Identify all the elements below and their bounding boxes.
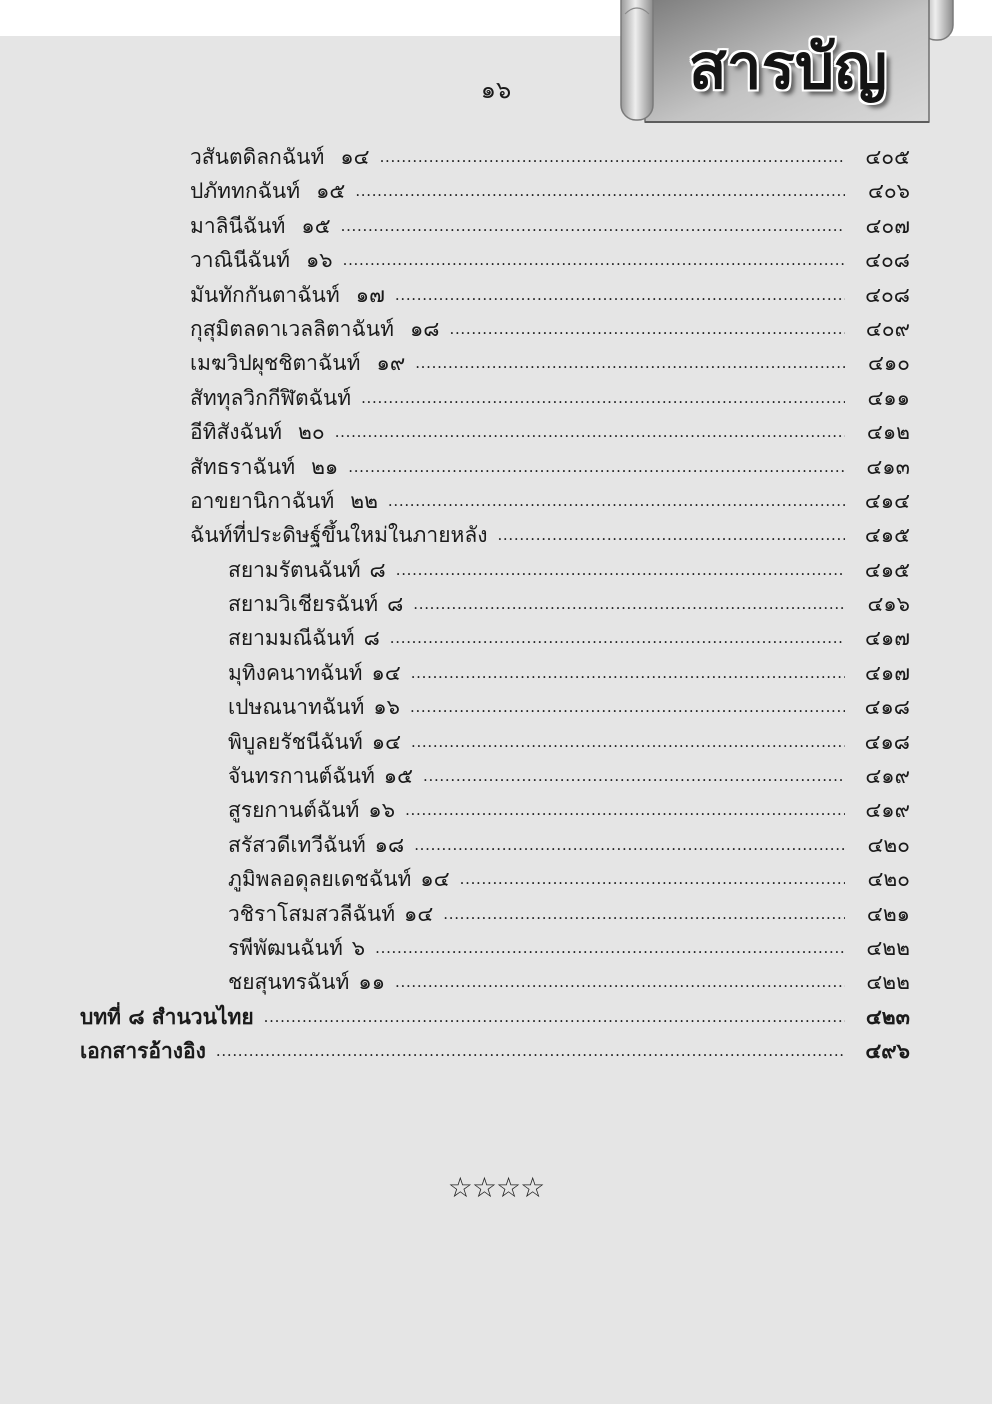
- entry-title: สูรยกานต์ฉันท์: [228, 798, 360, 823]
- entry-title: เอกสารอ้างอิง: [80, 1038, 206, 1064]
- toc-subentry: [0, 656, 992, 690]
- entry-title: วชิราโสมสวลีฉันท์: [228, 901, 396, 926]
- dot-leader: [380, 140, 845, 174]
- entry-page-number: ๔๑๕: [864, 523, 910, 548]
- toc-entry: [0, 381, 992, 415]
- entry-page-number: ๔๒๒: [866, 970, 910, 995]
- dot-leader: [341, 209, 845, 243]
- dot-leader: [395, 278, 845, 312]
- entry-title: ภูมิพลอดุลยเดชฉันท์: [228, 867, 412, 892]
- entry-title: สยามวิเชียรฉันท์: [228, 592, 379, 617]
- toc-chapter-entry: [0, 1034, 992, 1068]
- entry-title: สัททุลวิกกีฬิตฉันท์: [190, 385, 352, 410]
- entry-title: มุทิงคนาทฉันท์: [228, 660, 363, 685]
- entry-page-number: ๔๐๙: [865, 316, 910, 341]
- page-title: สารบัญ: [688, 30, 888, 103]
- entry-syllable-count: ๑๕: [301, 213, 331, 238]
- toc-entry: [0, 312, 992, 346]
- table-of-contents: [0, 140, 992, 1069]
- entry-syllable-count: ๑๑: [358, 970, 386, 995]
- entry-page-number: ๔๐๘: [865, 248, 910, 273]
- entry-title: จันทรกานต์ฉันท์: [228, 764, 375, 789]
- toc-subentry: [0, 897, 992, 931]
- entry-page-number: ๔๒๓: [865, 1003, 910, 1029]
- dot-leader: [388, 484, 845, 518]
- toc-entry: [0, 209, 992, 243]
- entry-page-number: ๔๙๖: [865, 1038, 910, 1064]
- entry-page-number: ๔๑๖: [867, 592, 910, 617]
- dot-leader: [355, 174, 845, 208]
- dot-leader: [264, 1000, 845, 1034]
- toc-subentry: [0, 725, 992, 759]
- dot-leader: [335, 415, 845, 449]
- entry-syllable-count: ๑๘: [374, 832, 405, 857]
- toc-entry: [0, 450, 992, 484]
- dot-leader: [411, 656, 845, 690]
- entry-title: ฉันท์ที่ประดิษฐ์ขึ้นใหม่ในภายหลัง: [190, 523, 488, 548]
- entry-title: อาขยานิกาฉันท์: [190, 488, 335, 513]
- dot-leader: [405, 793, 845, 827]
- toc-subentry: [0, 690, 992, 724]
- entry-syllable-count: ๑๙: [376, 351, 406, 376]
- entry-page-number: ๔๒๐: [867, 867, 910, 892]
- entry-syllable-count: ๒๐: [298, 420, 325, 445]
- entry-title: พิบูลยรัชนีฉันท์: [228, 729, 363, 754]
- toc-subentry: [0, 965, 992, 999]
- entry-syllable-count: ๑๔: [420, 867, 450, 892]
- entry-syllable-count: ๒๒: [350, 488, 378, 513]
- dot-leader: [413, 587, 845, 621]
- entry-page-number: ๔๑๘: [864, 729, 910, 754]
- entry-title: กุสุมิตลดาเวลลิตาฉันท์: [190, 316, 394, 341]
- toc-chapter-entry: [0, 1000, 992, 1034]
- toc-subentry: [0, 759, 992, 793]
- dot-leader: [395, 965, 845, 999]
- dot-leader: [343, 243, 845, 277]
- entry-page-number: ๔๒๑: [866, 901, 910, 926]
- entry-title: สยามมณีฉันท์: [228, 626, 355, 651]
- dot-leader: [216, 1034, 845, 1068]
- entry-page-number: ๔๑๒: [866, 420, 910, 445]
- entry-title: เมฆวิปผุชชิตาฉันท์: [190, 351, 361, 376]
- entry-syllable-count: ๑๔: [371, 729, 401, 754]
- toc-subentry: [0, 931, 992, 965]
- entry-title: มาลินีฉันท์: [190, 213, 286, 238]
- entry-title: วสันตดิลกฉันท์: [190, 145, 325, 169]
- dot-leader: [443, 897, 845, 931]
- entry-page-number: ๔๑๐: [867, 351, 910, 376]
- entry-syllable-count: ๒๑: [311, 454, 339, 479]
- entry-page-number: ๔๐๕: [865, 145, 910, 169]
- entry-page-number: ๔๐๗: [865, 213, 910, 238]
- dot-leader: [390, 621, 845, 655]
- dot-leader: [415, 346, 845, 380]
- entry-syllable-count: ๑๖: [305, 248, 333, 273]
- entry-syllable-count: ๘: [363, 626, 380, 651]
- dot-leader: [361, 381, 845, 415]
- entry-syllable-count: ๑๕: [383, 764, 414, 789]
- toc-entry: [0, 415, 992, 449]
- entry-page-number: ๔๑๙: [865, 798, 910, 823]
- toc-entry: [0, 174, 992, 208]
- toc-entry: [0, 484, 992, 518]
- entry-syllable-count: ๑๘: [409, 316, 440, 341]
- dot-leader: [375, 931, 845, 965]
- entry-page-number: ๔๑๑: [867, 385, 910, 410]
- dot-leader: [348, 450, 845, 484]
- entry-page-number: ๔๐๘: [865, 282, 910, 307]
- entry-title: ชยสุนทรฉันท์: [228, 970, 350, 995]
- toc-entry: [0, 243, 992, 277]
- entry-title: สยามรัตนฉันท์: [228, 557, 361, 582]
- entry-title: รพีพัฒนฉันท์: [228, 935, 343, 960]
- star-ornament: ☆☆☆☆: [447, 1171, 545, 1204]
- entry-page-number: ๔๒๒: [866, 935, 910, 960]
- dot-leader: [396, 553, 845, 587]
- entry-syllable-count: ๑๗: [355, 282, 385, 307]
- entry-title: สรัสวดีเทวีฉันท์: [228, 832, 366, 857]
- entry-syllable-count: ๘: [369, 557, 386, 582]
- entry-syllable-count: ๑๖: [368, 798, 396, 823]
- toc-subentry: [0, 862, 992, 896]
- entry-syllable-count: ๖: [351, 935, 366, 960]
- toc-entry: [0, 518, 992, 552]
- entry-title: ปภัททกฉันท์: [190, 179, 301, 204]
- title-banner: [617, 0, 959, 128]
- toc-subentry: [0, 587, 992, 621]
- entry-title: มันทักกันตาฉันท์: [190, 282, 340, 307]
- entry-page-number: ๔๑๙: [865, 764, 910, 789]
- dot-leader: [414, 828, 845, 862]
- dot-leader: [410, 690, 845, 724]
- toc-subentry: [0, 553, 992, 587]
- entry-syllable-count: ๑๖: [373, 695, 400, 720]
- entry-title: สัทธราฉันท์: [190, 454, 296, 479]
- entry-page-number: ๔๒๐: [867, 832, 910, 857]
- toc-subentry: [0, 828, 992, 862]
- entry-syllable-count: ๑๕: [316, 179, 346, 204]
- toc-entry: [0, 140, 992, 174]
- entry-syllable-count: ๘: [387, 592, 404, 617]
- entry-page-number: ๔๐๖: [867, 179, 910, 204]
- entry-page-number: ๔๑๘: [864, 695, 910, 720]
- entry-title: เปษณนาทฉันท์: [228, 695, 365, 720]
- dot-leader: [411, 725, 845, 759]
- entry-syllable-count: ๑๔: [340, 145, 370, 169]
- entry-syllable-count: ๑๔: [371, 660, 401, 685]
- toc-subentry: [0, 793, 992, 827]
- dot-leader: [449, 312, 845, 346]
- entry-page-number: ๔๑๗: [864, 626, 910, 651]
- toc-entry: [0, 346, 992, 380]
- entry-page-number: ๔๑๔: [864, 488, 910, 513]
- dot-leader: [460, 862, 845, 896]
- dot-leader: [497, 518, 845, 552]
- entry-page-number: ๔๑๓: [866, 454, 910, 479]
- dot-leader: [423, 759, 845, 793]
- entry-syllable-count: ๑๔: [404, 901, 434, 926]
- toc-subentry: [0, 621, 992, 655]
- entry-title: บทที่ ๘ สำนวนไทย: [80, 1003, 254, 1029]
- entry-title: อีทิสังฉันท์: [190, 420, 283, 445]
- page-number: ๑๖: [480, 76, 512, 104]
- entry-title: วาณินีฉันท์: [190, 248, 290, 273]
- entry-page-number: ๔๑๕: [864, 557, 910, 582]
- toc-entry: [0, 278, 992, 312]
- entry-page-number: ๔๑๗: [864, 660, 910, 685]
